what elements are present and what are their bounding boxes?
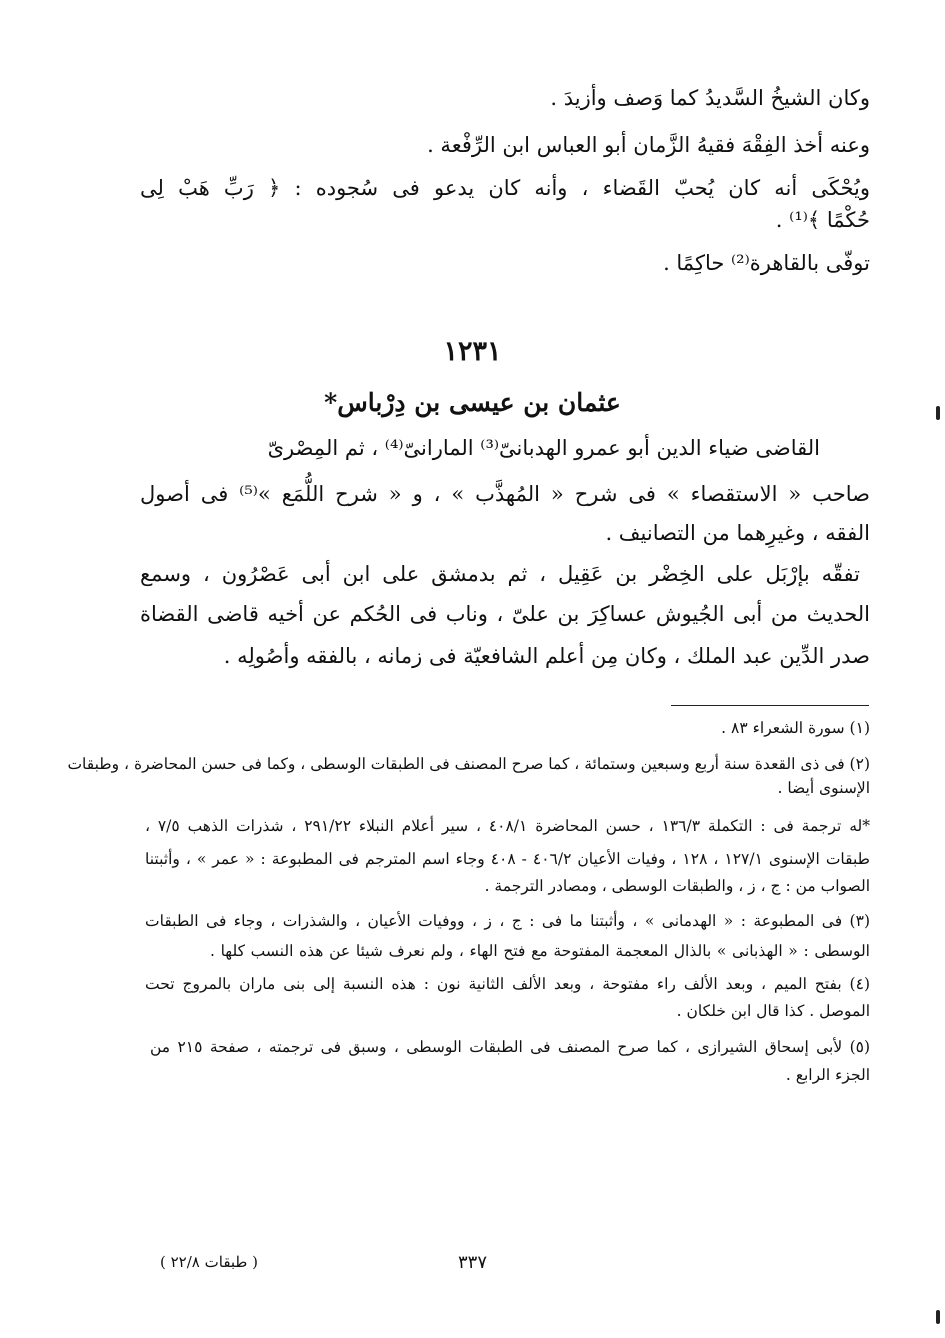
text-line: القاضى ضياء الدين أبو عمرو الهدبانىّ⁽³⁾ المارانىّ⁽⁴⁾ ، ثم المِصْرىّ — [267, 436, 820, 460]
text-line: توفّى بالقاهرة⁽²⁾ حاكِمًا . — [663, 251, 870, 275]
footnote-line: *له ترجمة فى : التكملة ١٣٦/٣ ، حسن المحاضرة ٤٠٨/١ ، سير أعلام النبلاء ٢٩١/٢٢ ، شذرات الذهب ٧/٥ ، — [145, 817, 870, 835]
footnote-line: (٥) لأبى إسحاق الشيرازى ، كما صرح المصنف فى الطبقات الوسطى ، وسبق فى ترجمته ، صفحة ٢١٥ من — [150, 1038, 871, 1056]
entry-number: ١٢٣١ — [443, 336, 502, 367]
footnote-line: الإسنوى أيضا . — [777, 779, 870, 797]
footnote-line: (١) سورة الشعراء ٨٣ . — [721, 719, 870, 737]
text-line: صدر الدِّين عبد الملك ، وكان مِن أعلم الشافعيّة فى زمانه ، بالفقه وأصُولِه . — [223, 644, 870, 668]
text-line: حُكْمًا ﴾⁽¹⁾ . — [775, 208, 870, 232]
footnote-line: (٤) بفتح الميم ، وبعد الألف راء مفتوحة ، وبعد الألف الثانية نون : هذه النسبة إلى بنى ماران بالمروج تحت — [145, 975, 870, 993]
text-line: تفقّه بإرْبَل على الخِضْر بن عَقِيل ، ثم بدمشق على ابن أبى عَصْرُون ، وسمع — [140, 562, 860, 586]
footnote-line: الوسطى : « الهذبانى » بالذال المعجمة المفتوحة مع فتح الهاء ، ولم نعرف شيئا عن هذه النسب كلها . — [210, 942, 870, 960]
footnote-line: الصواب من : ج ، ز ، والطبقات الوسطى ، ومصادر الترجمة . — [484, 877, 870, 895]
footnote-line: (٣) فى المطبوعة : « الهدمانى » ، وأثبتنا ما فى : ج ، ز ، ووفيات الأعيان ، والشذرات ، وجاء فى الطبقات — [145, 912, 870, 930]
footnote-line: طبقات الإسنوى ١٢٧/١ ، ١٢٨ ، وفيات الأعيان ٤٠٦/٢ - ٤٠٨ وجاء اسم المترجم فى المطبوعة : « عمر » ، وأثبتنا — [145, 850, 870, 868]
page-number: ٣٣٧ — [457, 1252, 487, 1273]
text-line: وكان الشيخُ السَّديدُ كما وَصف وأزيدَ . — [550, 86, 870, 110]
text-line: صاحب « الاستقصاء » فى شرح « المُهذَّب » ، و « شرح اللُّمَع »⁽⁵⁾ فى أصول — [140, 482, 871, 506]
entry-title: عثمان بن عيسى بن دِرْباس* — [324, 388, 621, 417]
running-footer: ( طبقات ٢٢/٨ ) — [160, 1253, 258, 1271]
footnote-line: (٢) فى ذى القعدة سنة أربع وسبعين وستمائة ، كما صرح المصنف فى الطبقات الوسطى ، وكما فى حسن المحاضرة ، وطبقات — [67, 755, 870, 773]
text-line: ويُحْكَى أنه كان يُحبّ القَضاء ، وأنه كان يدعو فى سُجوده : ﴿ رَبِّ هَبْ لِى — [140, 176, 870, 200]
footnote-line: الجزء الرابع . — [785, 1066, 870, 1084]
text-line: الحديث من أبى الجُيوش عساكِرَ بن علىّ ، وناب فى الحُكم عن أخيه قاضى القضاة — [140, 602, 870, 626]
text-line: وعنه أخذ الفِقْهَ فقيهُ الزَّمان أبو العباس ابن الرِّفْعة . — [427, 133, 870, 157]
text-line: الفقه ، وغيرِهما من التصانيف . — [605, 521, 870, 545]
footnote-line: الموصل . كذا قال ابن خلكان . — [676, 1002, 870, 1020]
scan-edge-mark — [936, 1310, 940, 1324]
scan-edge-mark — [936, 406, 940, 420]
footnotes — [67, 0, 871, 1100]
